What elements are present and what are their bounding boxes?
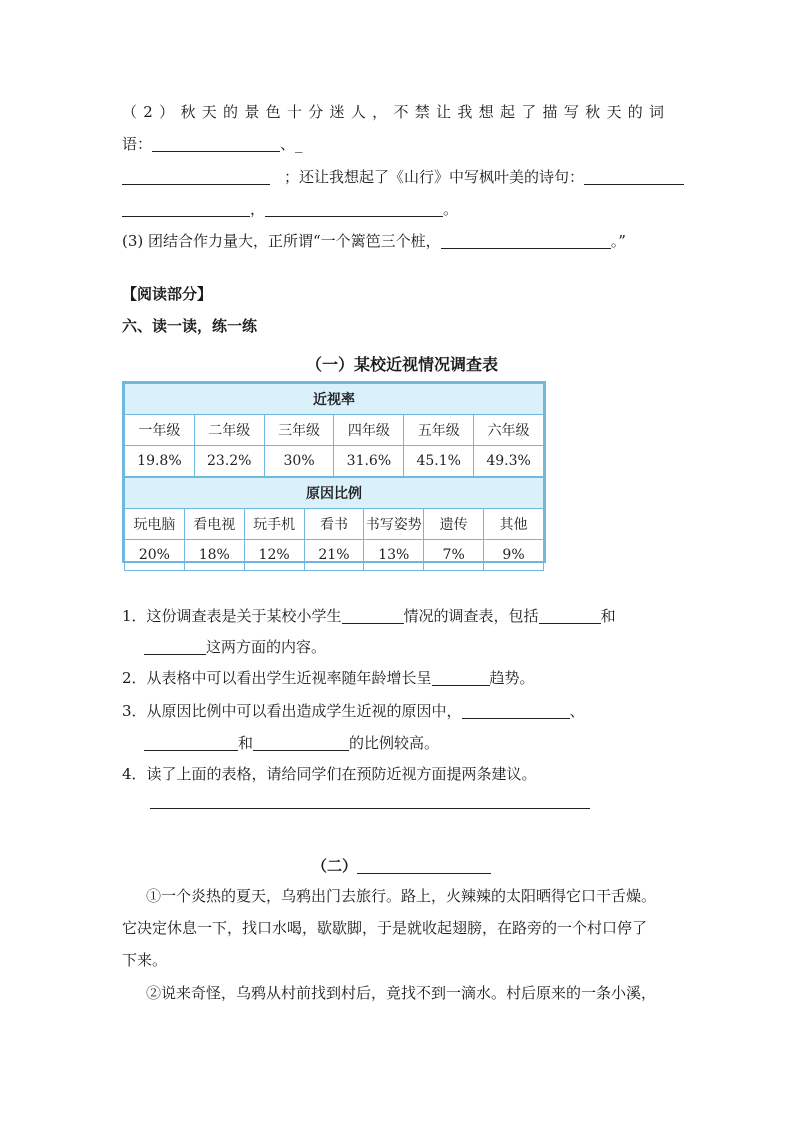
q3-blank-1[interactable]	[462, 704, 570, 719]
cause-ratio-header: 原因比例	[125, 478, 544, 509]
grade-cell: 一年级	[125, 415, 195, 446]
q1-part-c: 和	[600, 607, 616, 625]
cause-cell: 玩手机	[244, 509, 304, 540]
poem-line-blank-3[interactable]	[265, 202, 443, 217]
cause-cell: 书写姿势	[364, 509, 424, 540]
reading-section-header: 【阅读部分】	[122, 285, 213, 303]
rate-cell: 23.2%	[194, 446, 264, 477]
rate-cell: 31.6%	[334, 446, 404, 477]
q2-line2-sep: 、_	[280, 135, 303, 153]
q3-part-a: 3．从原因比例中可以看出造成学生近视的原因中，	[122, 702, 462, 720]
q2-part-a: 2．从表格中可以看出学生近视率随年龄增长呈	[122, 669, 432, 687]
passage-title-blank[interactable]	[357, 859, 491, 874]
question-1-line2	[144, 636, 326, 657]
q2-part-b: 趋势。	[489, 669, 535, 687]
rate-cell: 30%	[264, 446, 334, 477]
myopia-rate-table	[124, 383, 544, 477]
passage-para1-line2: 它决定休息一下，找口水喝，歇歇脚，于是就收起翅膀，在路旁的一个村口停了	[122, 919, 648, 937]
passage-para1-line1: ①一个炎热的夏天，乌鸦出门去旅行。路上，火辣辣的太阳晒得它口干舌燥。	[146, 887, 657, 905]
q2-line2	[122, 133, 303, 154]
survey-table	[122, 381, 546, 563]
q3-part-b: 、	[569, 702, 585, 720]
cause-pct-cell: 20%	[125, 540, 185, 571]
part-two-heading	[312, 855, 491, 876]
cause-cell: 其他	[484, 509, 544, 540]
q2-line2-start: 语：	[122, 135, 153, 153]
part-two-label: （二）	[312, 857, 358, 875]
q2-line3-mid: ；还让我想起了《山行》中写枫叶美的诗句：	[284, 168, 585, 186]
q2-line3	[122, 166, 684, 187]
cause-cell: 遗传	[424, 509, 484, 540]
section-six-title: 六、读一读，练一练	[122, 317, 258, 335]
q2-line4-comma: ，	[250, 200, 266, 218]
question-2	[122, 667, 535, 688]
q2-trend-blank[interactable]	[432, 671, 490, 686]
q1-blank-3[interactable]	[144, 640, 206, 655]
q2-line1: （2）秋天的景色十分迷人，不禁让我想起了描写秋天的词	[122, 103, 671, 121]
rate-cell: 49.3%	[474, 446, 544, 477]
q3-blank-2[interactable]	[144, 736, 238, 751]
cause-pct-cell: 9%	[484, 540, 544, 571]
q3-line	[122, 230, 626, 251]
q3-start: (3) 团结合作力量大，正所谓“一个篱笆三个桩，	[122, 232, 441, 250]
question-3-line2	[144, 732, 439, 753]
cause-pct-cell: 7%	[424, 540, 484, 571]
q1-blank-2[interactable]	[539, 609, 601, 624]
myopia-rate-header: 近视率	[125, 384, 544, 415]
autumn-word-blank-2[interactable]	[122, 170, 270, 185]
suggestion-answer-line[interactable]	[150, 808, 590, 809]
q3-part-c: 和	[238, 734, 254, 752]
cause-ratio-table	[124, 477, 544, 571]
q3-blank-3[interactable]	[253, 736, 349, 751]
poem-line-blank-2[interactable]	[122, 202, 250, 217]
proverb-blank[interactable]	[441, 234, 611, 249]
grade-cell: 四年级	[334, 415, 404, 446]
q1-part-b: 情况的调查表，包括	[403, 607, 539, 625]
q3-part-d: 的比例较高。	[349, 734, 440, 752]
autumn-word-blank-1[interactable]	[152, 137, 280, 152]
question-3-line1	[122, 700, 585, 721]
cause-cell: 玩电脑	[125, 509, 185, 540]
q1-blank-1[interactable]	[342, 609, 404, 624]
cause-cell: 看电视	[184, 509, 244, 540]
cause-pct-cell: 12%	[244, 540, 304, 571]
q3-end: 。”	[610, 232, 626, 250]
q1-part-a: 1．这份调查表是关于某校小学生	[122, 607, 342, 625]
cause-pct-cell: 18%	[184, 540, 244, 571]
cause-pct-cell: 13%	[364, 540, 424, 571]
passage-para1-line3: 下来。	[122, 951, 168, 969]
grade-cell: 六年级	[474, 415, 544, 446]
survey-table-title: （一）某校近视情况调查表	[306, 355, 499, 374]
q2-line4	[122, 198, 458, 219]
cause-pct-cell: 21%	[304, 540, 364, 571]
passage-para2-line1: ②说来奇怪，乌鸦从村前找到村后，竟找不到一滴水。村后原来的一条小溪，	[146, 984, 657, 1002]
poem-line-blank-1[interactable]	[584, 170, 684, 185]
grade-cell: 三年级	[264, 415, 334, 446]
rate-cell: 45.1%	[404, 446, 474, 477]
rate-cell: 19.8%	[125, 446, 195, 477]
grade-cell: 五年级	[404, 415, 474, 446]
question-1-line1	[122, 605, 616, 626]
q1-part-d: 这两方面的内容。	[206, 638, 327, 656]
q2-line4-end: 。	[443, 200, 459, 218]
question-4: 4．读了上面的表格，请给同学们在预防近视方面提两条建议。	[122, 765, 537, 783]
grade-cell: 二年级	[194, 415, 264, 446]
cause-cell: 看书	[304, 509, 364, 540]
